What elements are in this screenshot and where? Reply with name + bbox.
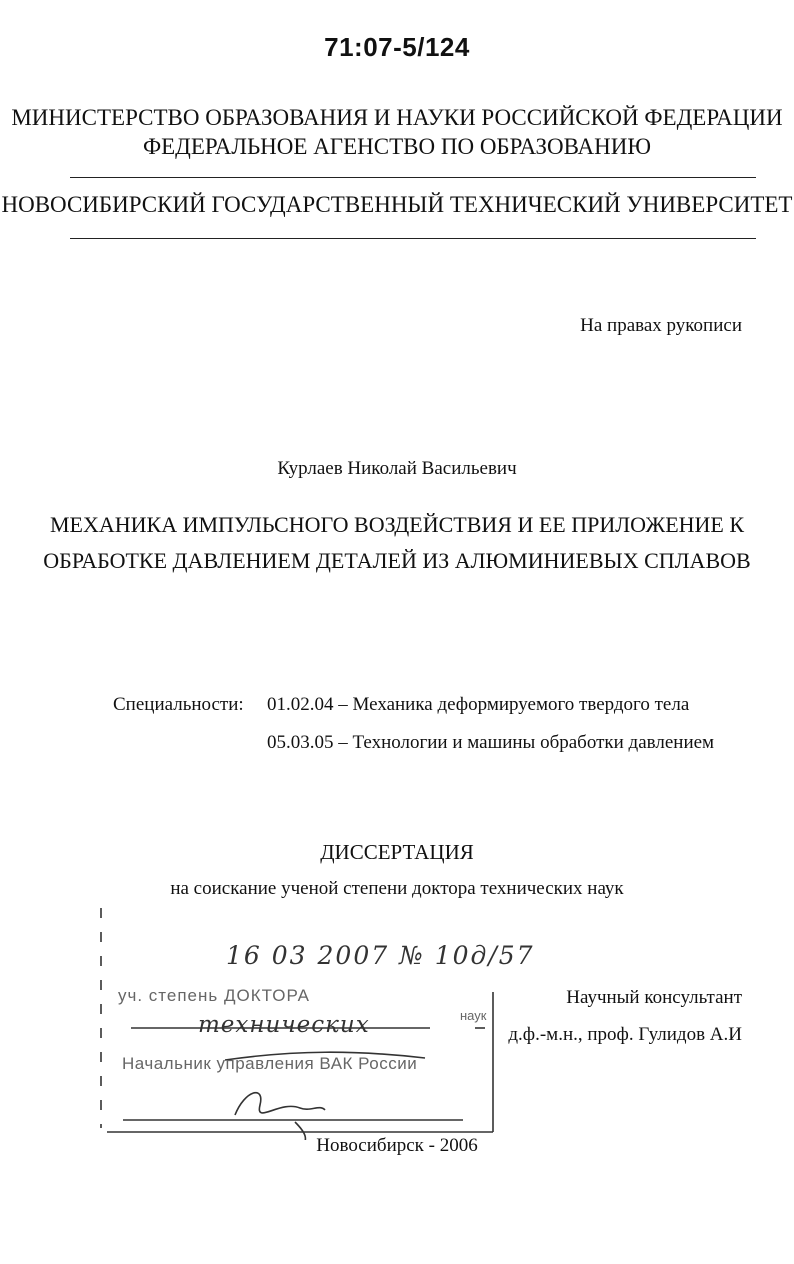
title-line-2: ОБРАБОТКЕ ДАВЛЕНИЕМ ДЕТАЛЕЙ ИЗ АЛЮМИНИЕВЫХ СПЛАВОВ — [43, 548, 751, 573]
stamp-printed-degree: уч. степень ДОКТОРА — [118, 986, 311, 1005]
specialties-label: Специальности: — [113, 694, 244, 715]
author-name: Курлаев Николай Васильевич — [277, 458, 517, 479]
divider-bottom — [70, 238, 756, 239]
stamp-printed-nauk: наук — [460, 1008, 487, 1023]
document-code: 71:07-5/124 — [324, 32, 470, 62]
stamp-printed-office: Начальник управления ВАК России — [122, 1054, 418, 1073]
ministry-header — [0, 103, 794, 161]
dissertation-title — [0, 507, 794, 579]
consultant-label: Научный консультант — [566, 987, 742, 1008]
stamp-handwritten-date: 16 03 2007 № 10д/57 — [226, 941, 535, 970]
dissertation-heading: ДИССЕРТАЦИЯ — [320, 840, 474, 864]
specialty-2: 05.03.05 – Технологии и машины обработки давлением — [267, 732, 715, 753]
degree-line: на соискание ученой степени доктора технических наук — [170, 878, 624, 899]
specialty-1: 01.02.04 – Механика деформируемого твердого тела — [267, 694, 690, 715]
signature-scribble — [235, 1093, 325, 1115]
manuscript-rights: На правах рукописи — [580, 315, 742, 336]
stamp-handwritten-field: технических — [198, 1012, 370, 1038]
university-name: НОВОСИБИРСКИЙ ГОСУДАРСТВЕННЫЙ ТЕХНИЧЕСКИЙ УНИВЕРСИТЕТ — [1, 192, 793, 217]
consultant-name: д.ф.-м.н., проф. Гулидов А.И — [508, 1024, 742, 1045]
title-line-1: МЕХАНИКА ИМПУЛЬСНОГО ВОЗДЕЙСТВИЯ И ЕЕ ПРИЛОЖЕНИЕ К — [49, 512, 745, 537]
city-year: Новосибирск - 2006 — [316, 1135, 478, 1156]
divider-top — [70, 177, 756, 178]
ministry-line-1: МИНИСТЕРСТВО ОБРАЗОВАНИЯ И НАУКИ РОССИЙСКОЙ ФЕДЕРАЦИИ — [11, 105, 783, 130]
ministry-line-2: ФЕДЕРАЛЬНОЕ АГЕНСТВО ПО ОБРАЗОВАНИЮ — [142, 134, 652, 159]
